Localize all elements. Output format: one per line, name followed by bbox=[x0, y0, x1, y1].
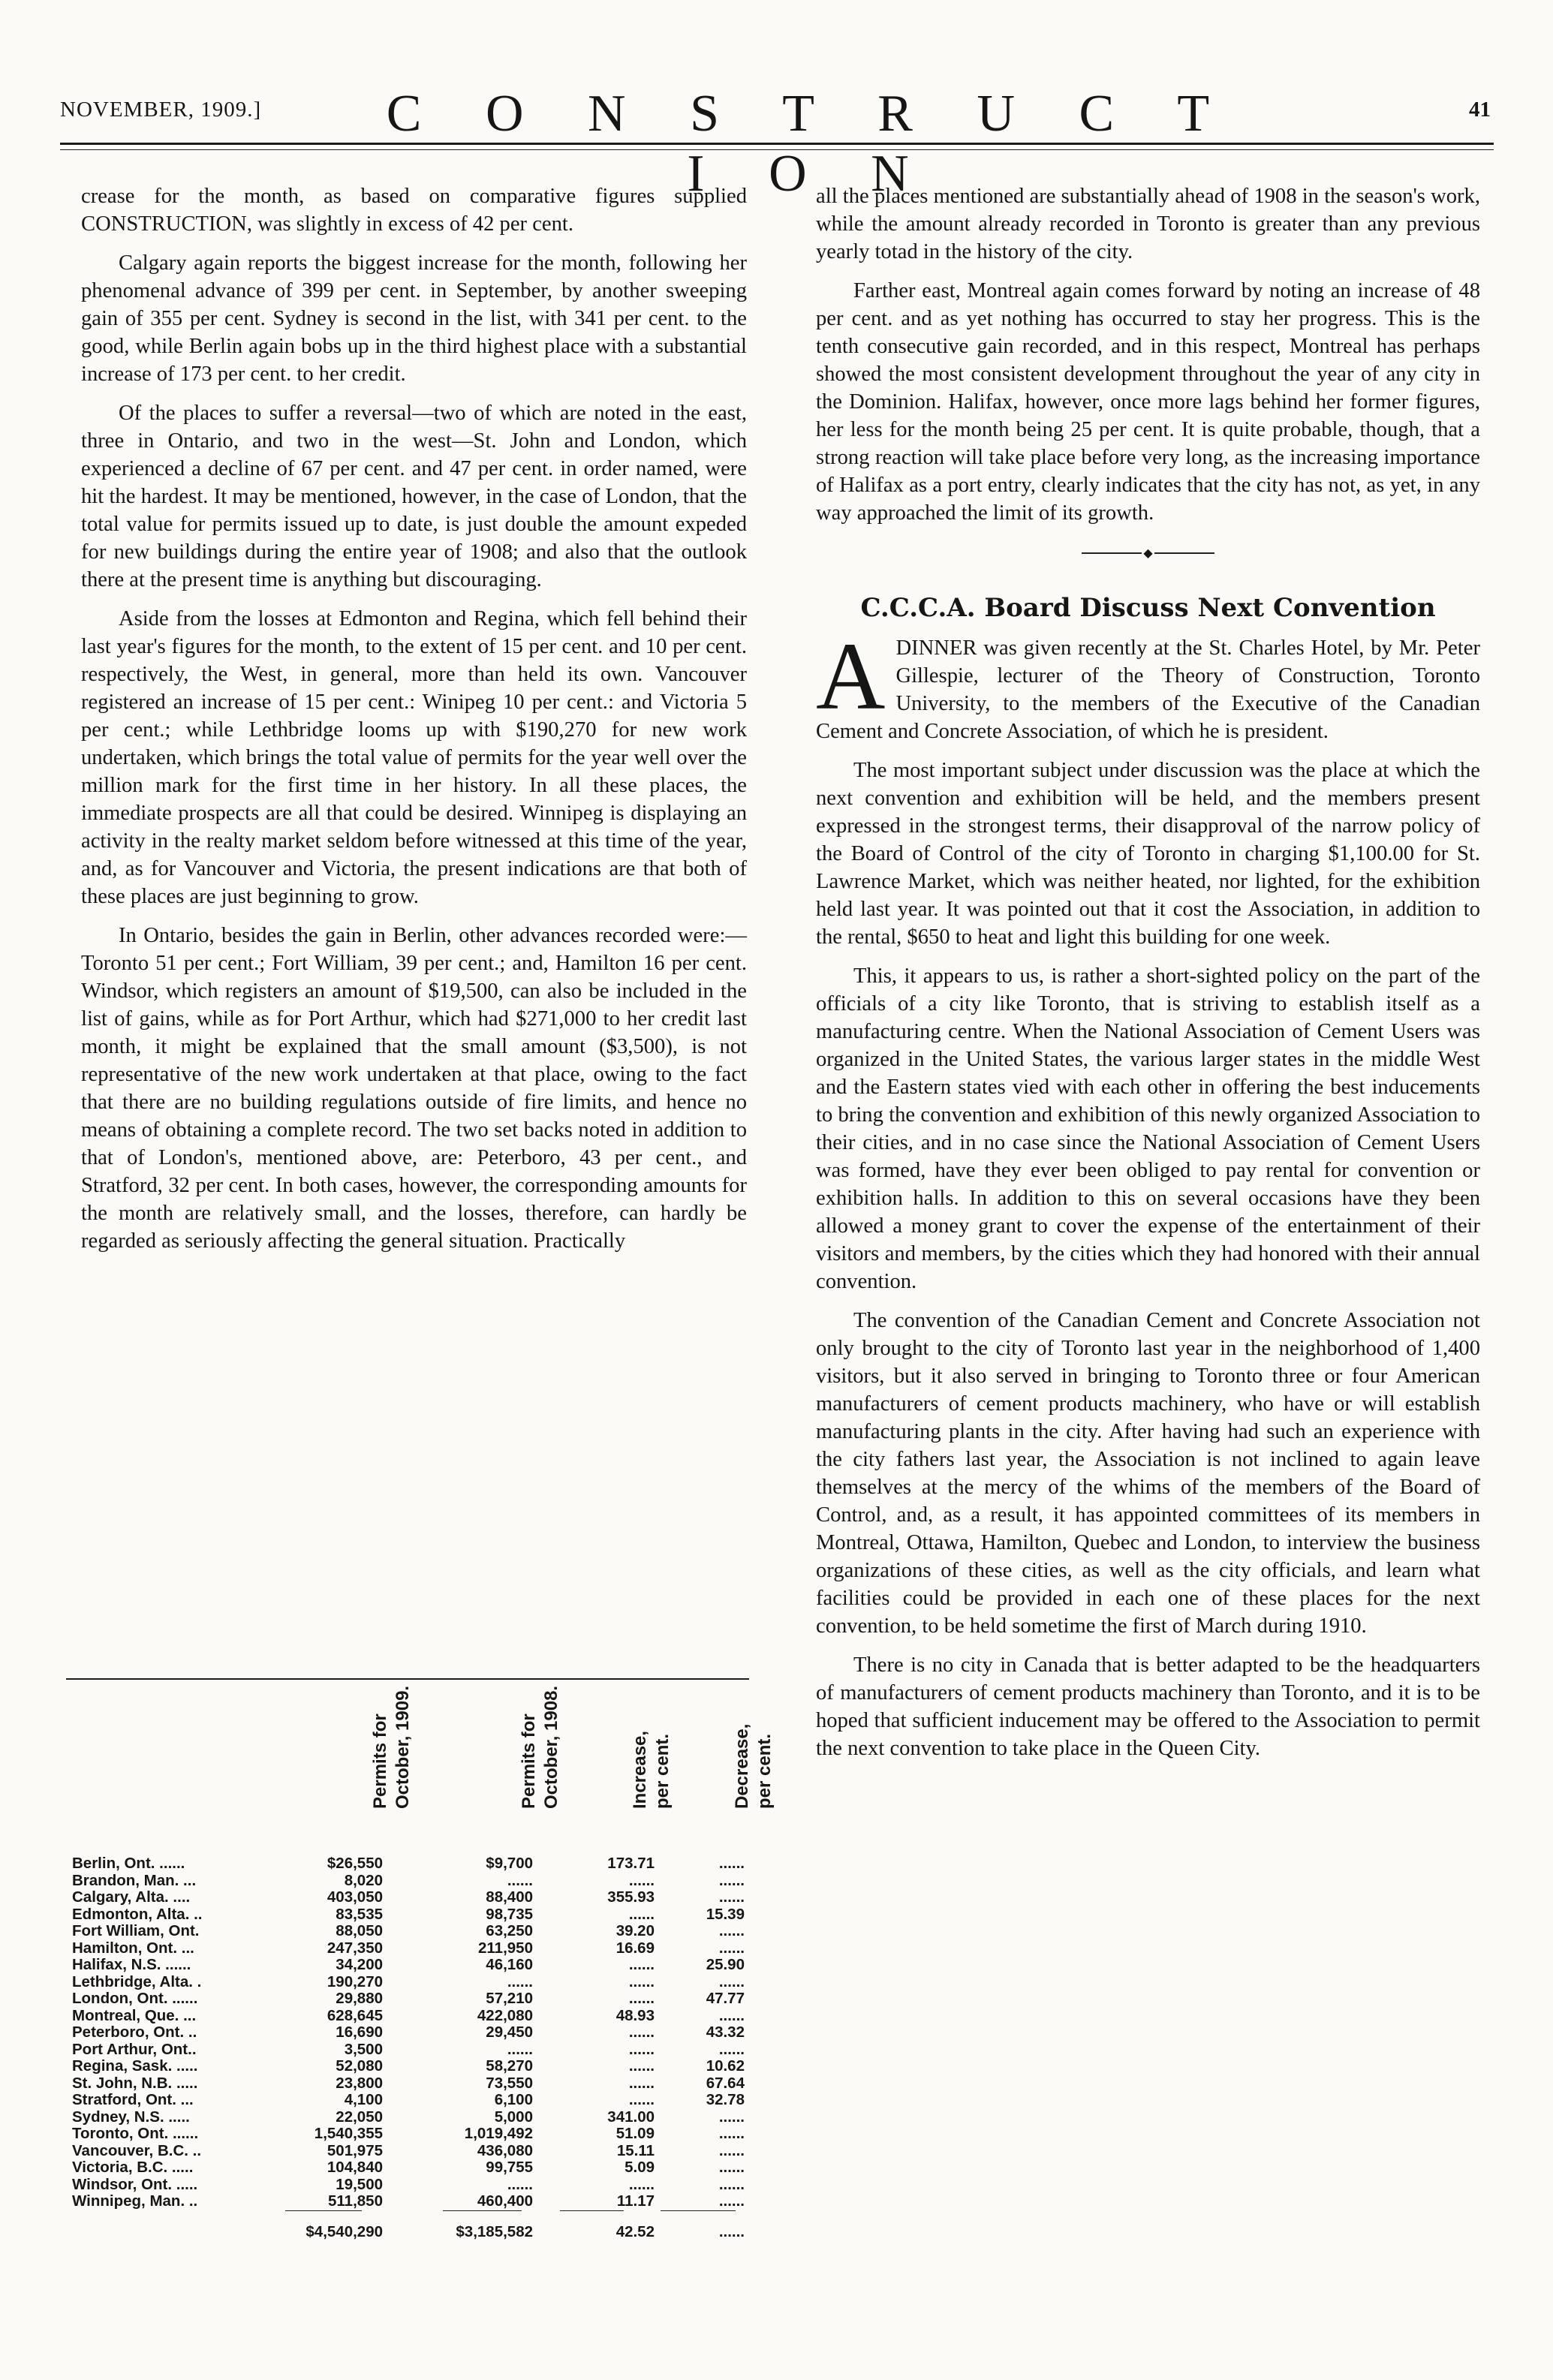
table-row bbox=[69, 1906, 752, 1924]
decrease-percent: ...... bbox=[718, 1922, 745, 1939]
total-1909: $4,540,290 bbox=[305, 2223, 383, 2240]
increase-percent: 48.93 bbox=[615, 2006, 655, 2024]
permits-1909: 22,050 bbox=[336, 2108, 383, 2126]
table-body bbox=[69, 1855, 752, 2210]
increase-percent: 173.71 bbox=[607, 1855, 655, 1872]
permits-1909: 1,540,355 bbox=[314, 2125, 383, 2142]
decrease-percent: ...... bbox=[718, 1888, 745, 1906]
decrease-percent: 32.78 bbox=[706, 2091, 745, 2108]
table-row bbox=[69, 2092, 752, 2109]
city-name: Halifax, N.S. ...... bbox=[72, 1956, 191, 1973]
lead-paragraph bbox=[816, 623, 1480, 745]
increase-percent: ...... bbox=[628, 1956, 655, 1973]
table-row bbox=[69, 1990, 752, 2008]
city-name: Regina, Sask. ..... bbox=[72, 2057, 198, 2075]
permits-1908: 99,755 bbox=[486, 2159, 533, 2176]
permits-1909: 247,350 bbox=[327, 1939, 383, 1957]
table-row bbox=[69, 2159, 752, 2177]
left-column bbox=[81, 182, 747, 1266]
increase-percent: ...... bbox=[628, 1972, 655, 1990]
decrease-percent: 47.77 bbox=[706, 1990, 745, 2007]
paragraph: The most important subject under discussion was the place at which the next convention and exhibition will be held, and the members present expressed in the strongest terms, their disapproval of the narrow policy of the Board of Control of the city of Toronto in charging $1,100.00 for St. Lawrence Market, which was neither heated, nor lighted, for the exhibition held last year. It was pointed out that it cost the Association, in addition to the rental, $650 to heat and light this building for one week. bbox=[816, 759, 1480, 949]
permits-1909: 23,800 bbox=[336, 2074, 383, 2092]
decrease-percent: ...... bbox=[718, 2192, 745, 2210]
decrease-percent: ...... bbox=[718, 2125, 745, 2142]
page-header bbox=[60, 84, 1494, 203]
table-row bbox=[69, 1855, 752, 1873]
permits-1908: ...... bbox=[507, 2175, 533, 2193]
permits-1908: 46,160 bbox=[486, 1956, 533, 1973]
city-name: Berlin, Ont. ...... bbox=[72, 1855, 185, 1872]
paragraph: crease for the month, as based on comparative figures supplied CONSTRUCTION, was slightly in excess of 42 per cent. bbox=[81, 185, 747, 236]
permits-1908: 98,735 bbox=[486, 1905, 533, 1923]
permits-1908: 5,000 bbox=[494, 2108, 533, 2126]
city-name: Stratford, Ont. ... bbox=[72, 2091, 194, 2108]
permits-1908: 460,400 bbox=[477, 2192, 533, 2210]
permits-1909: 3,500 bbox=[344, 2040, 383, 2058]
increase-percent: ...... bbox=[628, 2091, 655, 2108]
table-row bbox=[69, 1957, 752, 1974]
permits-1908: 29,450 bbox=[486, 2023, 533, 2041]
permits-1909: 52,080 bbox=[336, 2057, 383, 2075]
decrease-percent: ...... bbox=[718, 2141, 745, 2159]
column-header-1909: Permits for October, 1909. bbox=[370, 1685, 413, 1809]
table-row bbox=[69, 2024, 752, 2042]
city-name: Vancouver, B.C. .. bbox=[72, 2141, 202, 2159]
increase-percent: ...... bbox=[628, 1871, 655, 1889]
paragraph: Calgary again reports the biggest increase for the month, following her phenomenal advance of 399 per cent. in September, by another sweeping gain of 355 per cent. Sydney is second in the list, with 341 per cent. to the good, while Berlin again bobs up in the third highest place with a substantial increase of 173 per cent. to her credit. bbox=[81, 251, 747, 386]
issue-date: NOVEMBER, 1909.] bbox=[60, 98, 262, 122]
page-number: 41 bbox=[1469, 98, 1491, 122]
permits-1909: 29,880 bbox=[336, 1990, 383, 2007]
decrease-percent: 67.64 bbox=[706, 2074, 745, 2092]
sum-rule bbox=[443, 2210, 522, 2211]
paragraph: all the places mentioned are substantially ahead of 1908 in the season's work, while the amount already recorded in Toronto is greater than any previous yearly totad in the history of the city. bbox=[816, 185, 1480, 263]
increase-percent: ...... bbox=[628, 2040, 655, 2058]
table-row bbox=[69, 2058, 752, 2075]
section-divider: ◆ bbox=[816, 538, 1480, 561]
decrease-percent: ...... bbox=[718, 2108, 745, 2126]
permits-1908: ...... bbox=[507, 2040, 533, 2058]
city-name: Victoria, B.C. ..... bbox=[72, 2159, 194, 2176]
increase-percent: 11.17 bbox=[616, 2192, 655, 2210]
decrease-percent: ...... bbox=[718, 1972, 745, 1990]
table-row bbox=[69, 1889, 752, 1906]
permits-1908: 73,550 bbox=[486, 2074, 533, 2092]
paragraph: In Ontario, besides the gain in Berlin, other advances recorded were:—Toronto 51 per cent.; Fort William, 39 per cent.; and, Hamilton 16 per cent. Windsor, which registers an amount of $19,500, can also be included in the list of gains, while as for Port Arthur, which had $271,000 to her credit last month, it might be explained that the small amount ($3,500), is not representative of the new work undertaken at that place, owing to the fact that there are no building regulations outside of fire limits, and hence no means of obtaining a complete record. The two set backs noted in addition to that of London's, mentioned above, are: Peterboro, 43 per cent., and Stratford, 32 per cent. In both cases, however, the corresponding amounts for the month are relatively small, and the losses, therefore, can hardly be regarded as seriously affecting the general situation. Practically bbox=[81, 924, 747, 1253]
increase-percent: ...... bbox=[628, 2023, 655, 2041]
table-row bbox=[69, 2042, 752, 2059]
decrease-percent: ...... bbox=[718, 2040, 745, 2058]
decrease-percent: ...... bbox=[718, 2159, 745, 2176]
table-row bbox=[69, 1873, 752, 1890]
article-title: C.C.C.A. Board Discuss Next Convention bbox=[860, 593, 1436, 623]
table-row bbox=[69, 1923, 752, 1940]
city-name: Brandon, Man. ... bbox=[72, 1871, 197, 1889]
city-name: Port Arthur, Ont.. bbox=[72, 2040, 197, 2058]
table-row bbox=[69, 1940, 752, 1957]
right-column bbox=[816, 182, 1480, 1774]
increase-percent: ...... bbox=[628, 1990, 655, 2007]
permits-1909: 4,100 bbox=[344, 2091, 383, 2108]
permits-1908: 57,210 bbox=[486, 1990, 533, 2007]
permits-1909: 16,690 bbox=[336, 2023, 383, 2041]
city-name: Windsor, Ont. ..... bbox=[72, 2175, 198, 2193]
permits-1909: 628,645 bbox=[327, 2006, 383, 2024]
city-name: Fort William, Ont. bbox=[72, 1922, 200, 1939]
permits-1909: 190,270 bbox=[327, 1972, 383, 1990]
table-row bbox=[69, 2143, 752, 2160]
decrease-percent: ...... bbox=[718, 1871, 745, 1889]
table-row bbox=[69, 2075, 752, 2093]
permits-1909: 8,020 bbox=[344, 1871, 383, 1889]
total-decrease: ...... bbox=[718, 2223, 745, 2240]
decrease-percent: ...... bbox=[718, 1939, 745, 1957]
permits-1909: 88,050 bbox=[336, 1922, 383, 1939]
paragraph: This, it appears to us, is rather a short-sighted policy on the part of the officials of a city like Toronto, that is striving to establish itself as a manufacturing centre. When the National Association of Cement Users was organized in the United States, the various larger states in the middle West and the Eastern states vied with each other in offering the best inducements to bring the convention and exhibition of this newly organized Association to their cities, and in no case since the National Association of Cement Users was formed, have they ever been obliged to pay rental for convention or exhibition halls. In addition to this on several occasions have they been allowed a money grant to cover the expense of the entertainment of their visitors and members, by the cities which they had honored with their annual convention. bbox=[816, 964, 1480, 1293]
permits-1909: 511,850 bbox=[328, 2192, 383, 2210]
decrease-percent: 10.62 bbox=[706, 2057, 745, 2075]
table-row bbox=[69, 2008, 752, 2025]
increase-percent: 341.00 bbox=[607, 2108, 655, 2126]
column-header-increase: Increase, per cent. bbox=[630, 1730, 673, 1809]
city-name: Peterboro, Ont. .. bbox=[72, 2023, 197, 2041]
increase-percent: 16.69 bbox=[615, 1939, 655, 1957]
header-rule-thin bbox=[60, 149, 1494, 150]
city-name: Lethbridge, Alta. . bbox=[72, 1972, 202, 1990]
table-row bbox=[69, 1974, 752, 1991]
permits-1908: 1,019,492 bbox=[464, 2125, 533, 2142]
decrease-percent: 43.32 bbox=[706, 2023, 745, 2041]
city-name: Hamilton, Ont. ... bbox=[72, 1939, 194, 1957]
paragraph: Aside from the losses at Edmonton and Regina, which fell behind their last year's figures for the month, to the extent of 15 per cent. and 10 per cent. respectively, the West, in general, more than held its own. Vancouver registered an increase of 15 per cent.: Winipeg 10 per cent.: and Victoria 5 per cent.; while Lethbridge looms up with $190,270 for new work undertaken, which brings the total value of permits for the year well over the million mark for the first time in her history. In all these places, the immediate prospects are all that could be desired. Winnipeg is displaying an activity in the realty market seldom before witnessed at this time of the year, and, as for Vancouver and Victoria, the present indications are that both of these places are just beginning to grow. bbox=[81, 607, 747, 908]
permits-1908: 63,250 bbox=[486, 1922, 533, 1939]
sum-rule bbox=[661, 2210, 736, 2211]
table-row bbox=[69, 2126, 752, 2143]
city-name: Toronto, Ont. ...... bbox=[72, 2125, 199, 2142]
permits-1908: 6,100 bbox=[494, 2091, 533, 2108]
city-name: Calgary, Alta. .... bbox=[72, 1888, 191, 1906]
paragraph: Of the places to suffer a reversal—two of which are noted in the east, three in Ontario, and two in the west—St. John and London, which experienced a decline of 67 per cent. and 47 per cent. in order named, were hit the hardest. It may be mentioned, however, in the case of London, that the total value for permits issued up to date, is just double the amount expeded for new buildings during the entire year of 1908; and also that the outlook there at the present time is anything but discouraging. bbox=[81, 402, 747, 591]
decrease-percent: ...... bbox=[718, 2175, 745, 2193]
total-1908: $3,185,582 bbox=[456, 2223, 533, 2240]
decrease-percent: 25.90 bbox=[706, 1956, 745, 1973]
increase-percent: 51.09 bbox=[615, 2125, 655, 2142]
city-name: Winnipeg, Man. .. bbox=[72, 2192, 198, 2210]
city-name: Edmonton, Alta. .. bbox=[72, 1905, 203, 1923]
column-header-1908: Permits for October, 1908. bbox=[519, 1685, 561, 1809]
permits-1908: ...... bbox=[507, 1871, 533, 1889]
decrease-percent: 15.39 bbox=[706, 1905, 745, 1923]
city-name: Sydney, N.S. ..... bbox=[72, 2108, 190, 2126]
lead-text: DINNER was given recently at the St. Charles Hotel, by Mr. Peter Gillespie, lecturer of the Theory of Construction, Toronto University, to the members of the Executive of the Canadian Cement and Concrete Association, of which he is president. bbox=[816, 636, 1480, 743]
decrease-percent: ...... bbox=[718, 1855, 745, 1872]
increase-percent: ...... bbox=[628, 2057, 655, 2075]
table-row bbox=[69, 2109, 752, 2126]
header-rule-thick bbox=[60, 143, 1494, 145]
permits-1908: 422,080 bbox=[477, 2006, 533, 2024]
table-row bbox=[69, 2193, 752, 2210]
permits-1908: $9,700 bbox=[486, 1855, 533, 1872]
paragraph: The convention of the Canadian Cement and Concrete Association not only brought to the city of Toronto last year in the neighborhood of 1,400 visitors, but it also served in bringing to Toronto three or four American manufacturers of cement products machinery, who have or will establish manufacturing plants in the city. After having had such an experience with the city fathers last year, the Association is not inclined to again leave themselves at the mercy of the whims of the members of the Board of Control, and, as a result, it has appointed committees of its members in Montreal, Ottawa, Hamilton, Quebec and London, to interview the business organizations of these cities, as well as the city officials, and learn what facilities could be provided in each one of these places for the next convention, to be held sometime the first of March during 1910. bbox=[816, 1309, 1480, 1638]
city-name: Montreal, Que. ... bbox=[72, 2006, 197, 2024]
increase-percent: ...... bbox=[628, 1905, 655, 1923]
table-row bbox=[69, 2177, 752, 2194]
increase-percent: ...... bbox=[628, 2175, 655, 2193]
permits-1909: 501,975 bbox=[327, 2141, 383, 2159]
sum-rule bbox=[560, 2210, 624, 2211]
increase-percent: 355.93 bbox=[607, 1888, 655, 1906]
permits-1909: 34,200 bbox=[336, 1956, 383, 1973]
paragraph: There is no city in Canada that is better adapted to be the headquarters of manufacturers of cement products machinery than Toronto, and it is to be hoped that sufficient inducement may be offered to the Association to permit the next convention to take place in the Queen City. bbox=[816, 1653, 1480, 1760]
permits-1908: 58,270 bbox=[486, 2057, 533, 2075]
increase-percent: 5.09 bbox=[625, 2159, 655, 2176]
table-totals-row bbox=[69, 2223, 752, 2241]
column-header-decrease: Decrease, per cent. bbox=[732, 1723, 775, 1809]
magazine-title: C O N S T R U C T I O N bbox=[386, 85, 1235, 203]
permits-1909: 403,050 bbox=[327, 1888, 383, 1906]
paragraph: Farther east, Montreal again comes forward by noting an increase of 48 per cent. and as yet nothing has occurred to stay her progress. This is the tenth consecutive gain recorded, and in this respect, Montreal has perhaps showed the most consistent development throughout the year of any city in the Dominion. Halifax, however, once more lags behind her former figures, her less for the month being 25 per cent. It is quite probable, though, that a strong reaction will take place before very long, as the increasing importance of Halifax as a port entry, clearly indicates that the city has not, as yet, in any way approached the limit of its growth. bbox=[816, 279, 1480, 525]
permits-1908: 88,400 bbox=[486, 1888, 533, 1906]
permits-1909: 104,840 bbox=[327, 2159, 383, 2176]
permits-1908: ...... bbox=[507, 1972, 533, 1990]
permits-1909: $26,550 bbox=[327, 1855, 383, 1872]
total-increase: 42.52 bbox=[615, 2223, 655, 2240]
city-name: St. John, N.B. ..... bbox=[72, 2074, 198, 2092]
increase-percent: 39.20 bbox=[615, 1922, 655, 1939]
permits-1909: 19,500 bbox=[336, 2175, 383, 2193]
increase-percent: ...... bbox=[628, 2074, 655, 2092]
city-name: London, Ont. ...... bbox=[72, 1990, 198, 2007]
sum-rule bbox=[285, 2210, 362, 2211]
decrease-percent: ...... bbox=[718, 2006, 745, 2024]
permits-1908: 436,080 bbox=[477, 2141, 533, 2159]
permits-1908: 211,950 bbox=[478, 1939, 533, 1957]
drop-cap: A bbox=[816, 623, 886, 730]
increase-percent: 15.11 bbox=[616, 2141, 655, 2159]
permits-1909: 83,535 bbox=[336, 1905, 383, 1923]
